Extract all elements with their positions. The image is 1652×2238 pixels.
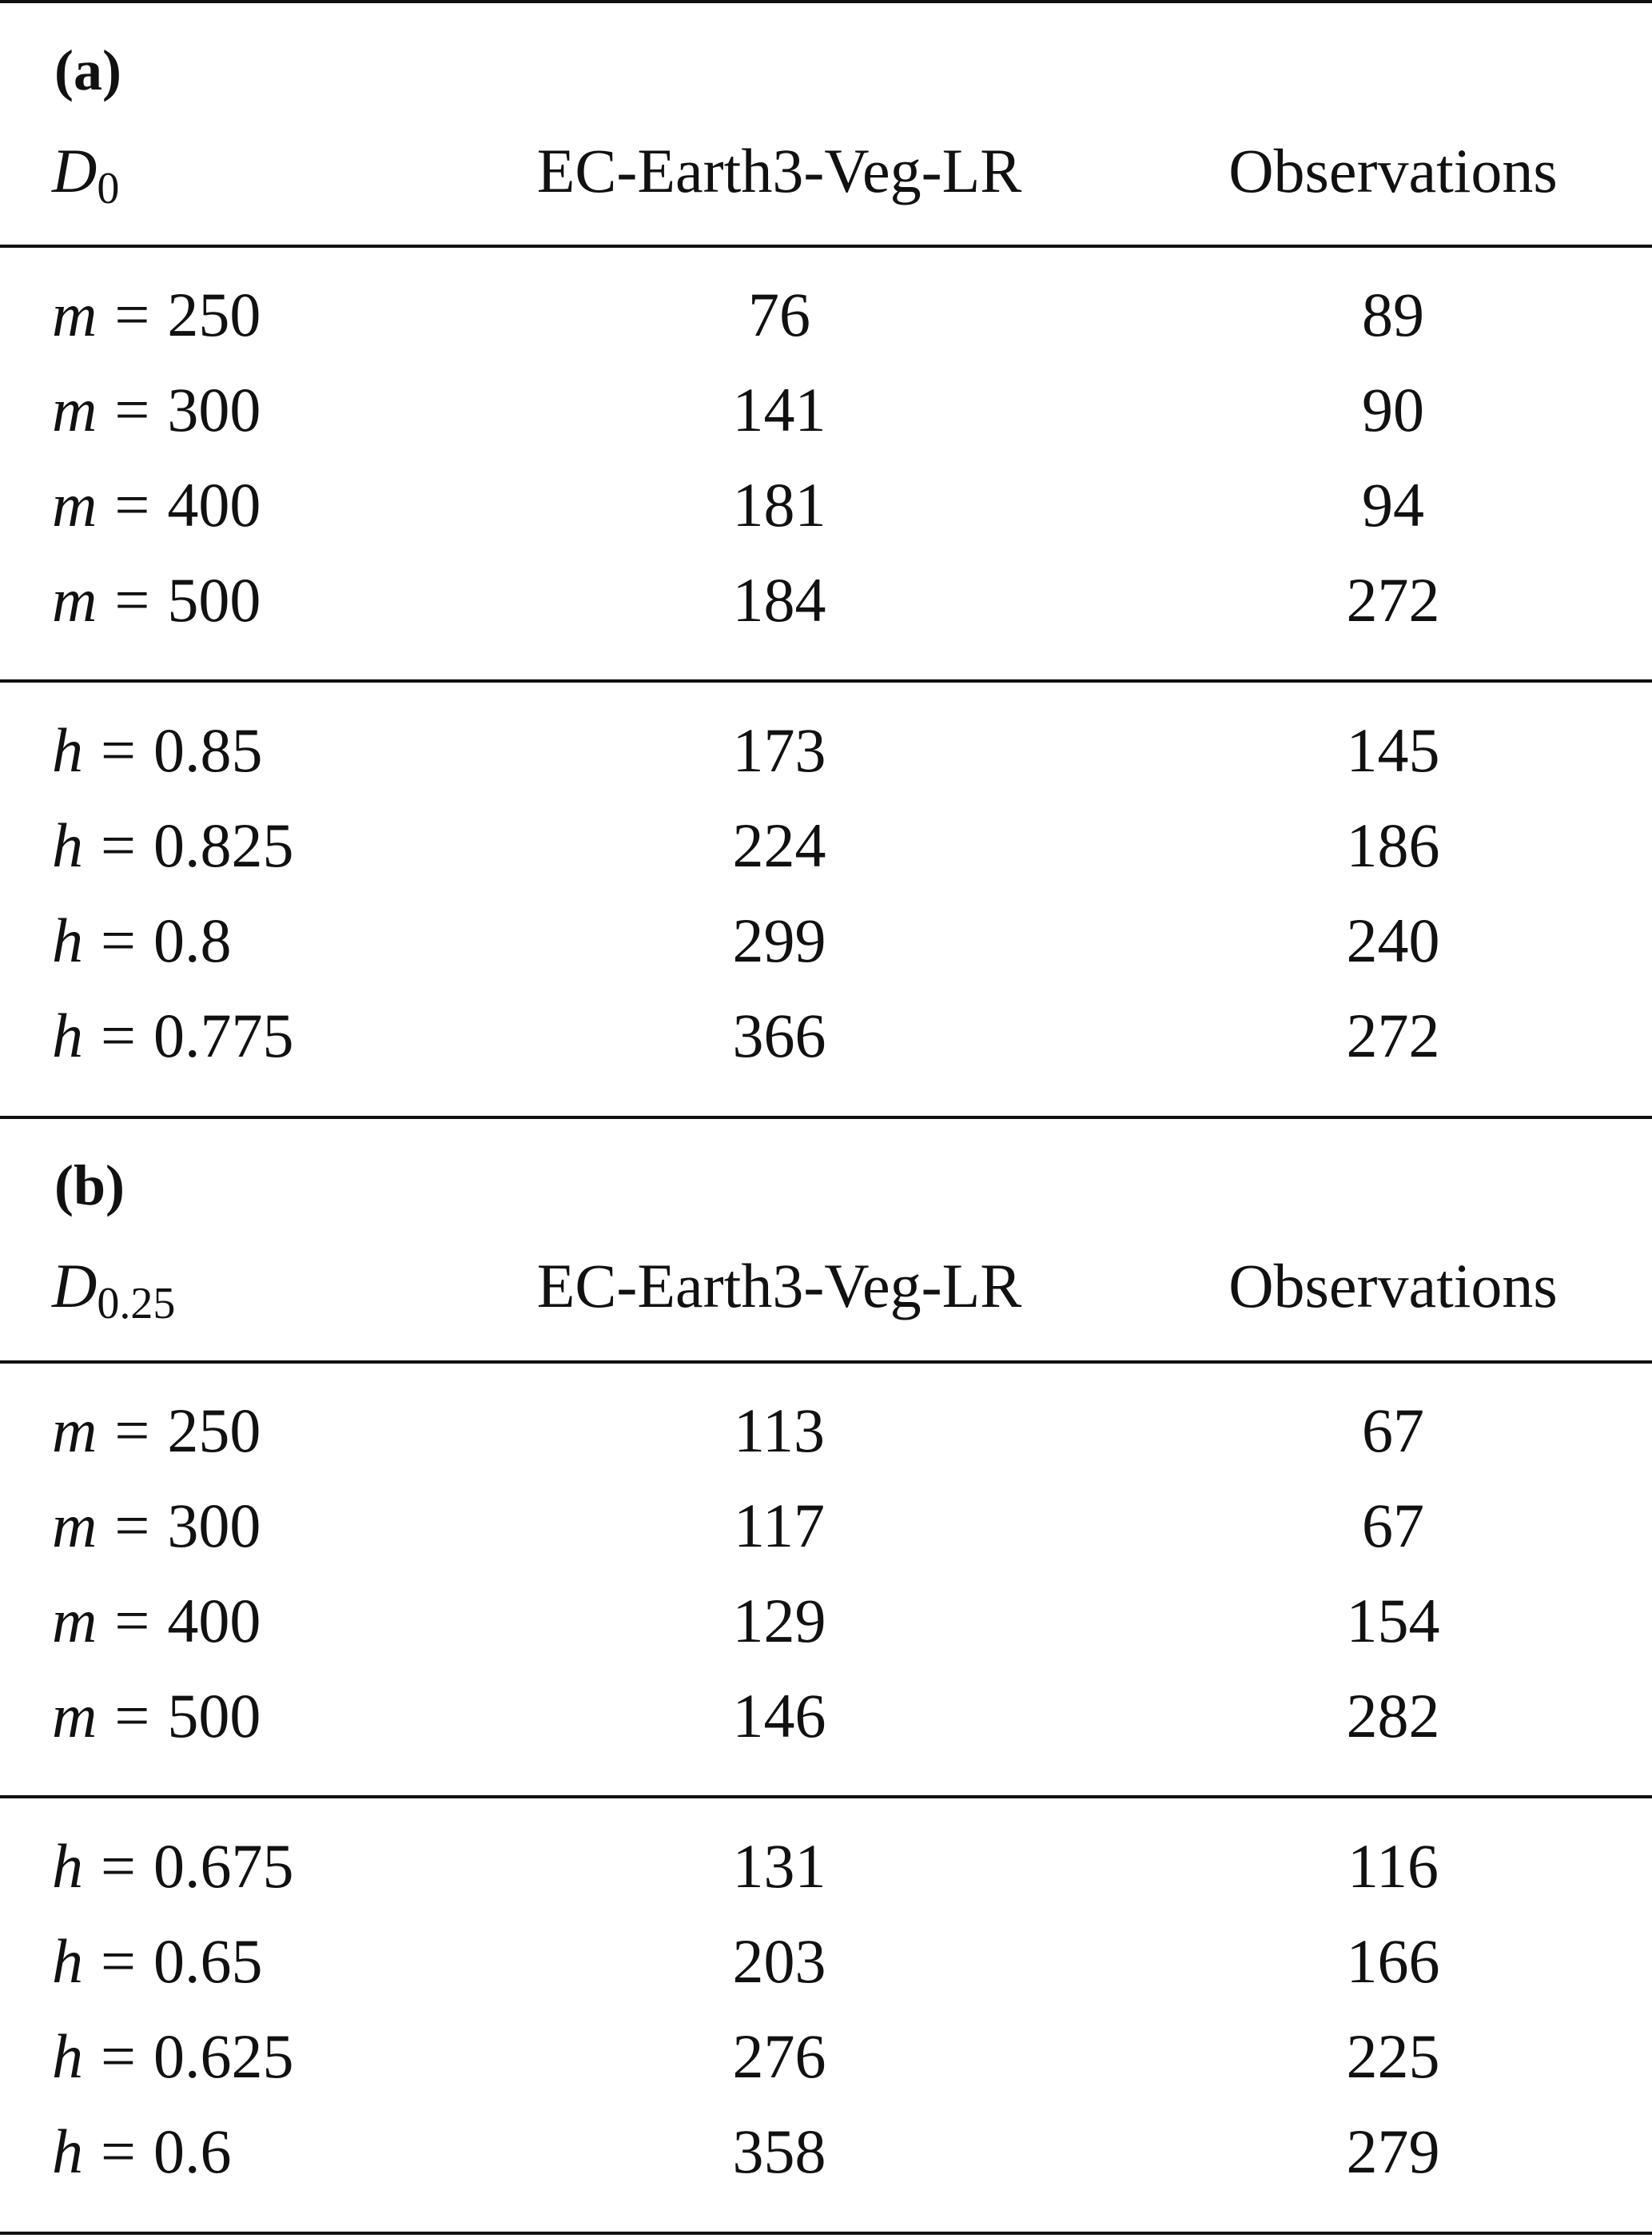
table-row-label: m = 500 xyxy=(52,1681,261,1750)
panel-a-header-model: EC-Earth3-Veg-LR xyxy=(536,136,1022,205)
table-row-label: m = 300 xyxy=(52,1491,261,1560)
table-row-label: m = 500 xyxy=(52,565,261,635)
model-value: 117 xyxy=(733,1491,826,1560)
table-row-label: h = 0.775 xyxy=(52,1001,294,1070)
model-value: 358 xyxy=(732,2117,826,2186)
table-row-label: h = 0.675 xyxy=(52,1831,294,1901)
bottom-rule xyxy=(0,2232,1652,2235)
panel-a-label: (a) xyxy=(54,38,121,102)
observation-value: 186 xyxy=(1346,810,1440,880)
table-row-label: m = 400 xyxy=(52,470,261,540)
table-row-label: m = 250 xyxy=(52,1396,261,1465)
table-row-label: h = 0.6 xyxy=(52,2117,232,2186)
top-rule xyxy=(0,0,1652,3)
observation-value: 67 xyxy=(1362,1396,1424,1465)
table-row-label: h = 0.8 xyxy=(52,906,232,975)
panel-b-header-model: EC-Earth3-Veg-LR xyxy=(536,1251,1022,1320)
model-value: 299 xyxy=(732,906,826,975)
observation-value: 94 xyxy=(1362,470,1424,540)
observation-value: 240 xyxy=(1346,906,1440,975)
observation-value: 89 xyxy=(1362,280,1424,349)
model-value: 181 xyxy=(732,470,826,540)
observation-value: 279 xyxy=(1346,2117,1440,2186)
panel-b-label: (b) xyxy=(54,1153,125,1217)
observation-value: 272 xyxy=(1346,565,1440,635)
table-row-label: m = 300 xyxy=(52,375,261,444)
model-value: 129 xyxy=(732,1586,826,1655)
table-row-label: h = 0.625 xyxy=(52,2021,294,2091)
model-value: 76 xyxy=(748,280,810,349)
panel-b-header-observations: Observations xyxy=(1228,1251,1558,1320)
observation-value: 116 xyxy=(1347,1831,1439,1901)
table-row-label: h = 0.85 xyxy=(52,715,263,785)
table-row-label: m = 250 xyxy=(52,280,261,349)
table-row-label: m = 400 xyxy=(52,1586,261,1655)
model-value: 203 xyxy=(732,1926,826,1996)
observation-value: 90 xyxy=(1362,375,1424,444)
observation-value: 145 xyxy=(1346,715,1440,785)
model-value: 131 xyxy=(732,1831,826,1901)
panel-b-header-metric: D0.25 xyxy=(52,1251,176,1328)
model-value: 113 xyxy=(733,1396,826,1465)
model-value: 184 xyxy=(732,565,826,635)
observation-value: 154 xyxy=(1346,1586,1440,1655)
panel-a-header-observations: Observations xyxy=(1228,136,1558,205)
header-rule xyxy=(0,1360,1652,1364)
observation-value: 282 xyxy=(1346,1681,1440,1750)
header-rule xyxy=(0,245,1652,248)
group-rule xyxy=(0,679,1652,683)
model-value: 173 xyxy=(732,715,826,785)
panel-rule xyxy=(0,1116,1652,1119)
table-row-label: h = 0.825 xyxy=(52,810,294,880)
model-value: 141 xyxy=(732,375,826,444)
model-value: 276 xyxy=(732,2021,826,2091)
model-value: 366 xyxy=(732,1001,826,1070)
model-value: 224 xyxy=(732,810,826,880)
table-row-label: h = 0.65 xyxy=(52,1926,263,1996)
observation-value: 166 xyxy=(1346,1926,1440,1996)
observation-value: 67 xyxy=(1362,1491,1424,1560)
observation-value: 272 xyxy=(1346,1001,1440,1070)
group-rule xyxy=(0,1795,1652,1798)
panel-a-header-metric: D0 xyxy=(52,136,120,213)
observation-value: 225 xyxy=(1346,2021,1440,2091)
model-value: 146 xyxy=(732,1681,826,1750)
